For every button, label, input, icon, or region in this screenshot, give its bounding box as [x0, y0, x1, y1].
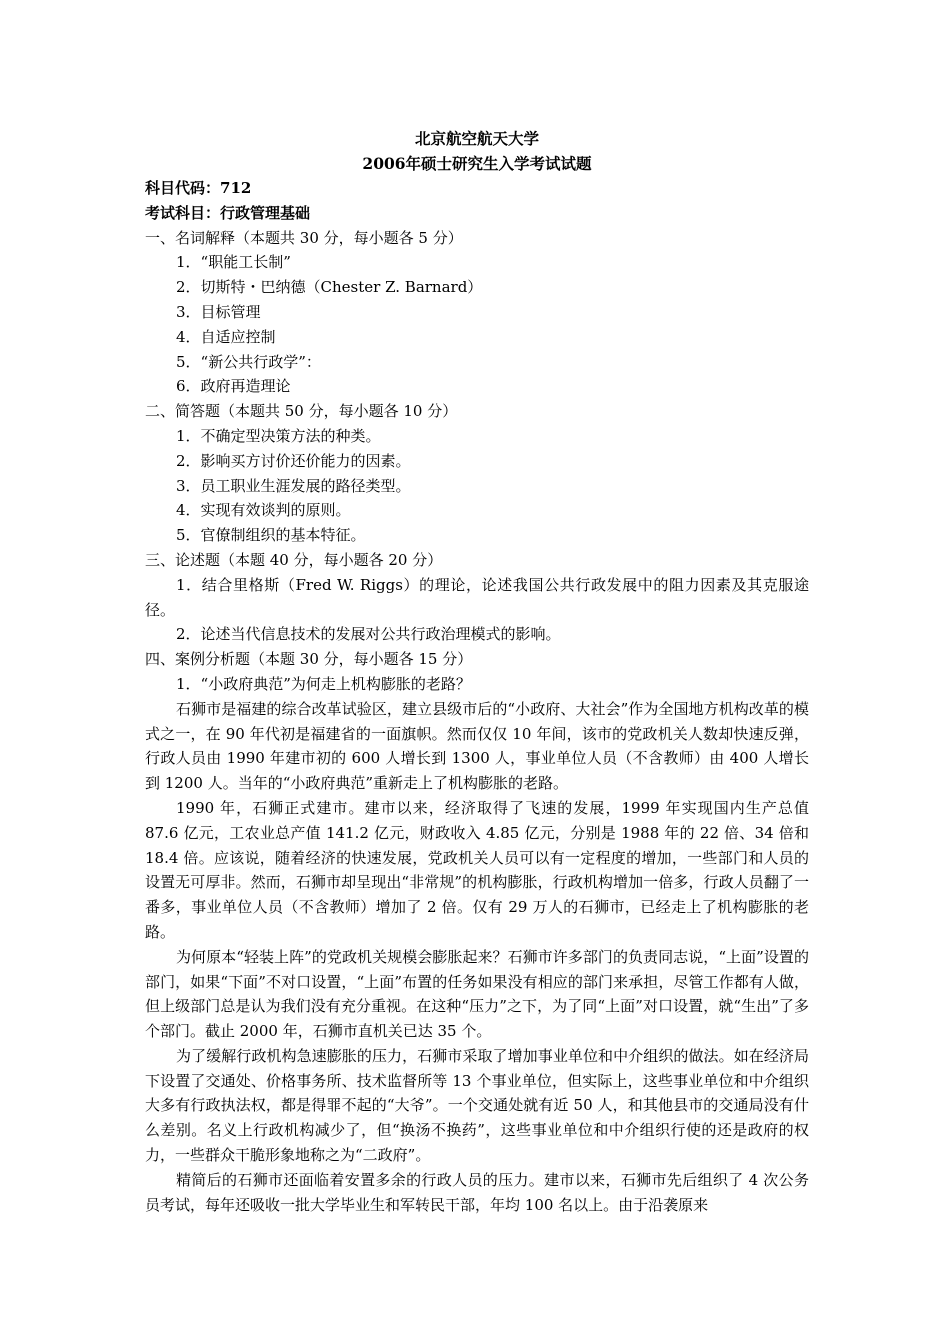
section-heading: 一、名词解释（本题共 30 分，每小题各 5 分） [145, 228, 463, 247]
question-item: 1．不确定型决策方法的种类。 [176, 426, 381, 445]
case-paragraph: 为何原本“轻装上阵”的党政机关规模会膨胀起来？石狮市许多部门的负责同志说，“上面”设置的部门，如果“下面”不对口设置，“上面”布置的任务如果没有相应的部门来承担，尽管工作都有人做，但上级部门总是认为我们没有充分重视。在这种“压力”之下，为了同“上面”对口设置，就“生出”了多个部门。截止 2000 年，石狮市直机关已达 35 个。 [145, 947, 809, 1041]
section-heading: 四、案例分析题（本题 30 分，每小题各 15 分） [145, 650, 473, 669]
question-item: 2．影响买方讨价还价能力的因素。 [176, 451, 411, 470]
question-item: 2．论述当代信息技术的发展对公共行政治理模式的影响。 [176, 625, 561, 644]
case-paragraph: 石狮市是福建的综合改革试验区，建立县级市后的“小政府、大社会”作为全国地方机构改革的模式之一，在 90 年代初是福建省的一面旗帜。然而仅仅 10 年间，该市的党政机关人数却快速反弹，行政人员由 1990 年建市初的 600 人增长到 1300 人，事业单位人员（不含教师）由 400 人增长到 1200 人。当年的“小政府典范”重新走上了机构膨胀的老路。 [145, 699, 809, 793]
case-paragraph: 精简后的石狮市还面临着安置多余的行政人员的压力。建市以来，石狮市先后组织了 4 次公务员考试，每年还吸收一批大学毕业生和军转民干部，年均 100 名以上。由于沿袭原来 [145, 1170, 809, 1214]
section-heading: 三、论述题（本题 40 分，每小题各 20 分） [145, 550, 443, 569]
question-item: 6．政府再造理论 [176, 377, 291, 396]
question-item: 1．结合里格斯（Fred W. Riggs）的理论，论述我国公共行政发展中的阻力因素及其克服途径。 [145, 575, 809, 619]
subject-name: 考试科目：行政管理基础 [145, 203, 311, 222]
section-short-answer [145, 399, 809, 548]
question-item: 5．官僚制组织的基本特征。 [176, 526, 366, 545]
question-item: 2．切斯特・巴纳德（Chester Z. Barnard） [176, 278, 483, 297]
section-essay [145, 548, 809, 647]
exam-document [145, 126, 809, 1217]
case-paragraph: 1990 年，石狮正式建市。建市以来，经济取得了飞速的发展，1999 年实现国内生产总值 87.6 亿元，工农业总产值 141.2 亿元，财政收入 4.85 亿元，分别是 1988 年的 22 倍、34 倍和 18.4 倍。应该说，随着经济的快速发展，党政机关人员可以有一定程度的增加，一些部门和人员的设置无可厚非。然而，石狮市却呈现出“非常规”的机构膨胀，行政机构增加一倍多，行政人员翻了一番多，事业单位人员（不含教师）增加了 2 倍。仅有 29 万人的石狮市，已经走上了机构膨胀的老路。 [145, 798, 809, 941]
case-paragraph: 为了缓解行政机构急速膨胀的压力，石狮市采取了增加事业单位和中介组织的做法。如在经济局下设置了交通处、价格事务所、技术监督所等 13 个事业单位，但实际上，这些事业单位和中介组织大多有行政执法权，都是得罪不起的“大爷”。一个交通处就有近 50 人，和其他县市的交通局没有什么差别。名义上行政机构减少了，但“换汤不换药”，这些事业单位和中介组织行使的还是政府的权力，一些群众干脆形象地称之为“二政府”。 [145, 1046, 809, 1165]
question-item: 5．“新公共行政学”： [176, 352, 321, 371]
section-terms [145, 226, 809, 400]
university-title: 北京航空航天大学 [414, 129, 539, 148]
exam-title: 2006年硕士研究生入学考试试题 [362, 154, 592, 173]
question-item: 1．“职能工长制” [176, 253, 291, 272]
question-item: 3．员工职业生涯发展的路径类型。 [176, 476, 411, 495]
question-item: 1．“小政府典范”为何走上机构膨胀的老路？ [176, 674, 471, 693]
section-heading: 二、简答题（本题共 50 分，每小题各 10 分） [145, 402, 458, 421]
question-item: 4．自适应控制 [176, 327, 276, 346]
question-item: 3．目标管理 [176, 302, 261, 321]
question-item: 4．实现有效谈判的原则。 [176, 501, 351, 520]
subject-code: 科目代码：712 [145, 179, 252, 197]
section-case-analysis [145, 647, 809, 1217]
